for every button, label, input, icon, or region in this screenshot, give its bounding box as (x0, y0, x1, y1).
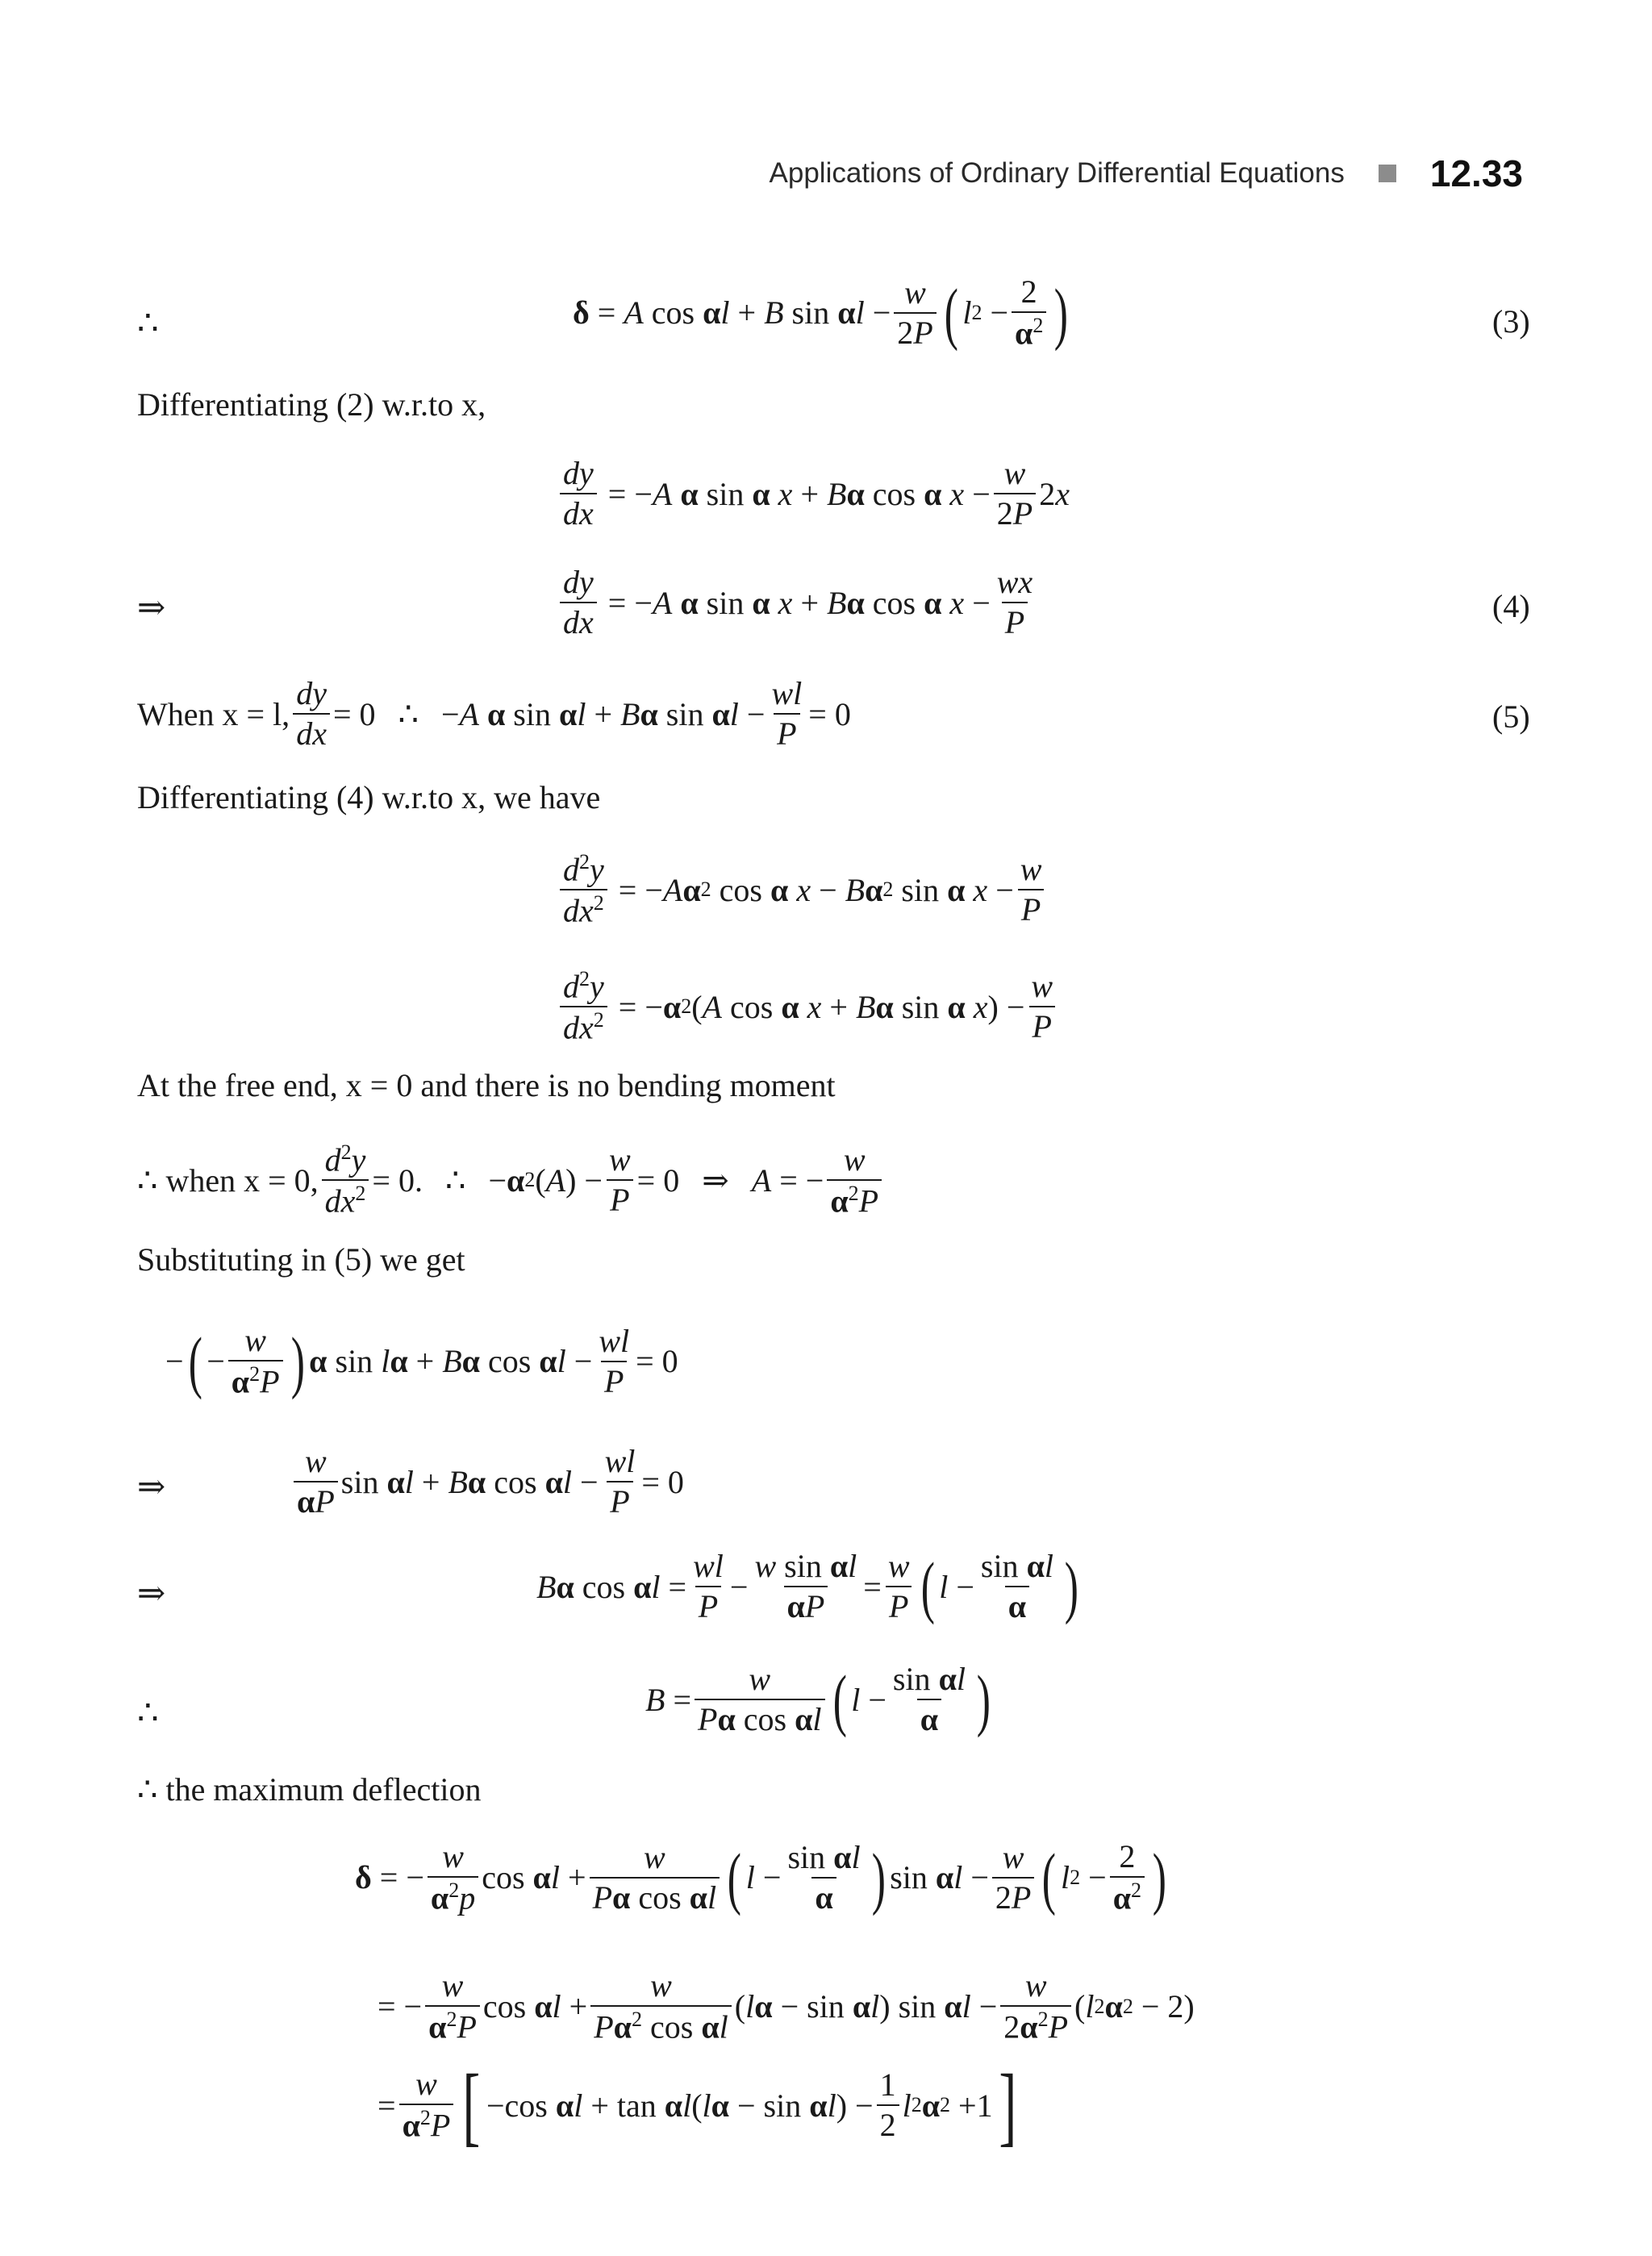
text-substituting-5: Substituting in (5) we get (137, 1241, 465, 1278)
therefore-symbol: ∴ (137, 305, 159, 342)
text-when-x-0: ∴ when x = 0, (137, 1161, 319, 1199)
equation-3: δ = A cos α l + B sin α l − $\frac{w}{2P}$ ( l 2 − $\frac{2}{\alpha^2}$ ) (573, 273, 1069, 352)
equation-5: When x = l, $\frac{dy}{dx}$ = 0 ∴ − A α sin α l + B α sin α l − $\frac{wl}{P}$ = 0 (137, 675, 851, 752)
header-square-icon (1379, 165, 1396, 182)
page-number: 12.33 (1429, 152, 1523, 194)
running-title: Applications of Ordinary Differential Equations (769, 157, 1345, 189)
text-when-x-l: When x = l, (137, 695, 290, 732)
page-header (770, 145, 1523, 202)
equation-b: B = $\frac{w}{\text{Pα cos αl}}$ ( l − $\frac{\text{sin αl}}{\alpha}$ ) (645, 1661, 991, 1738)
equation-max-deflection: δ = − $\frac{w}{\alpha^2p}$ cos α l + $\frac{w}{\text{Pα cos αl}}$ ( l − $\frac{\text{sin αl}}{\alpha}$ ) sin α l − $\frac{w}{2P}$ ( l 2 − $\frac{2}{\alpha^2}$ ) (355, 1838, 1166, 1916)
text-differentiating-4: Differentiating (4) w.r.to x, we have (137, 779, 601, 815)
equation-max-deflection-final: = $\frac{w}{\alpha^2P}$ [ −cos α l + tan α l ( l α − sin α l ) − $\frac{1}{2}$ l 2 α 2 +1 ] (378, 2056, 1016, 2154)
equation-simplified: $\frac{w}{\alpha P}$ sin α l + B α cos α l − $\frac{wl}{P}$ = 0 (290, 1444, 684, 1520)
equation-tag-4: (4) (1492, 588, 1530, 624)
equation-tag-5: (5) (1492, 698, 1530, 735)
equation-max-deflection-step2: = − $\frac{w}{\alpha^2P}$ cos α l + $\frac{w}{P\alpha^2 \cos \alpha l}$ ( l α − sin α l ) sin α l − $\frac{w}{2\alpha^2P}$ ( l 2 α 2 − 2) (378, 1967, 1195, 2045)
equation-substituted: − ( − $\frac{w}{\alpha^2P}$ ) α sin l α + B α cos α l − $\frac{wl}{P}$ = 0 (165, 1322, 678, 1400)
equation-second-derivative: $\frac{d^2y}{dx^2}$ = − A α 2 cos α x − B α 2 sin α x − $\frac{w}{P}$ (557, 851, 1048, 929)
equation-tag-3: (3) (1492, 303, 1530, 340)
equation-dydx: $\frac{dy}{dx}$ = − A α sin α x + B α cos α x − $\frac{w}{2P}$ 2 x (557, 456, 1070, 532)
therefore-symbol: ∴ (137, 1695, 159, 1732)
implies-symbol: ⇒ (137, 590, 166, 627)
equation-when-x-0: ∴ when x = 0, $\frac{d^2y}{dx^2}$ = 0. ∴ − α 2 ( A ) − $\frac{w}{P}$ = 0 ⇒ A = − $\frac{w}{\alpha^2P}$ (137, 1141, 885, 1220)
equation-4: $\frac{dy}{dx}$ = − A α sin α x + B α cos α x − $\frac{wx}{P}$ (557, 565, 1039, 640)
text-differentiating-2: Differentiating (2) w.r.to x, (137, 386, 486, 423)
implies-symbol: ⇒ (137, 1575, 166, 1612)
text-maximum-deflection: ∴ the maximum deflection (137, 1771, 482, 1808)
implies-symbol: ⇒ (137, 1469, 166, 1506)
equation-second-derivative-factored: $\frac{d^2y}{dx^2}$ = − α 2 ( A cos α x + B α sin α x ) − $\frac{w}{P}$ (557, 968, 1059, 1046)
text-free-end: At the free end, x = 0 and there is no bending moment (137, 1067, 836, 1103)
equation-b-alpha: B α cos α l = $\frac{wl}{P}$ − $\frac{\text{w sin αl}}{\alpha P}$ = $\frac{w}{P}$ ( l − $\frac{\text{sin αl}}{\alpha}$ ) (536, 1548, 1078, 1625)
